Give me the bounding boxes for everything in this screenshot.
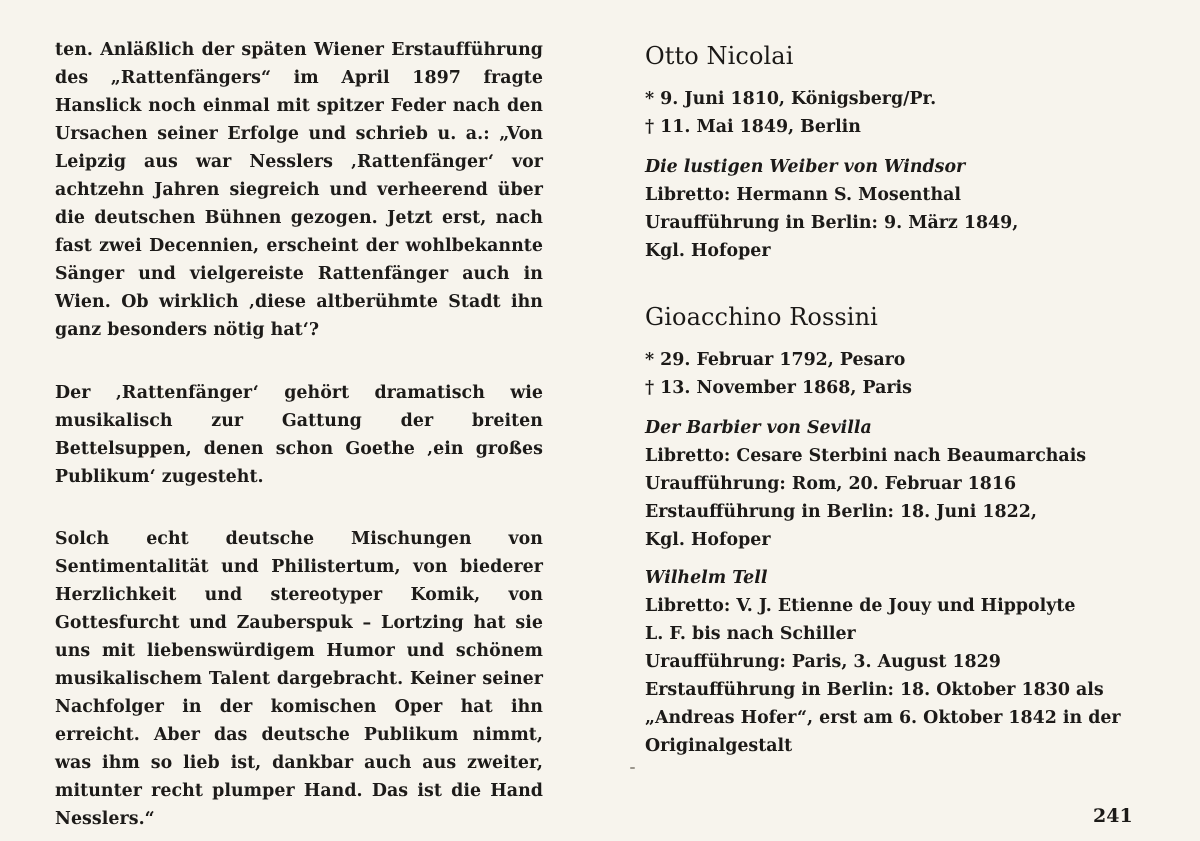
work-detail-line: Uraufführung in Berlin: 9. März 1849,: [645, 213, 1019, 233]
composer-name-nicolai: Otto Nicolai: [645, 42, 794, 70]
composer-name-rossini: Gioacchino Rossini: [645, 303, 878, 331]
work-detail-line: Kgl. Hofoper: [645, 241, 771, 261]
work-detail-line: Erstaufführung in Berlin: 18. Juni 1822,: [645, 502, 1037, 522]
work-title: Die lustigen Weiber von Windsor: [645, 157, 966, 177]
composer-vitals-nicolai: [645, 85, 1145, 141]
work-detail-line: Uraufführung: Paris, 3. August 1829: [645, 652, 1001, 672]
left-text-column: [55, 36, 543, 833]
work-detail-line: Originalgestalt: [645, 736, 793, 756]
paragraph-lortzing: Solch echt deutsche Mischungen von Sentimentalität und Philistertum, von biederer Herzlichkeit und stereotyper Komik, von Gottesfurcht und Zauberspuk – Lortzing hat sie uns mit liebenswürdigem Humor und schönem musikalischem Talent dargebracht. Keiner seiner Nachfolger in der komischen Oper hat ihn erreicht. Aber das deutsche Publikum nimmt, was ihm so lieb ist, dankbar auch aus zweiter, mitunter recht plumper Hand. Das ist die Hand Nesslers.“: [55, 529, 543, 829]
work-title: Wilhelm Tell: [645, 568, 768, 588]
paragraph-hanslick-quote: ten. Anläßlich der späten Wiener Erstaufführung des „Rattenfängers“ im April 1897 fragte Hanslick noch einmal mit spitzer Feder nach den Ursachen seiner Erfolge und schrieb u. a.: „Von Leipzig aus war Nesslers ‚Rattenfänger‘ vor achtzehn Jahren siegreich und verheerend über die deutschen Bühnen gezogen. Jetzt erst, nach fast zwei Decennien, erscheint der wohlbekannte Sänger und vielgereiste Rattenfänger auch in Wien. Ob wirklich ‚diese altberühmte Stadt ihn ganz besonders nötig hat‘?: [55, 40, 543, 340]
work-detail-line: Libretto: V. J. Etienne de Jouy und Hippolyte: [645, 596, 1076, 616]
death-line: † 13. November 1868, Paris: [645, 378, 912, 398]
work-entry-lustigen-weiber: [645, 153, 1145, 265]
death-line: † 11. Mai 1849, Berlin: [645, 117, 861, 137]
work-detail-line: Libretto: Hermann S. Mosenthal: [645, 185, 961, 205]
composer-vitals-rossini: [645, 346, 1145, 402]
work-detail-line: Kgl. Hofoper: [645, 530, 771, 550]
work-detail-line: Uraufführung: Rom, 20. Februar 1816: [645, 474, 1017, 494]
birth-line: * 29. Februar 1792, Pesaro: [645, 350, 906, 370]
print-speck: [630, 767, 635, 769]
work-title: Der Barbier von Sevilla: [645, 418, 872, 438]
page-number: 241: [1093, 805, 1133, 827]
work-detail-line: L. F. bis nach Schiller: [645, 624, 856, 644]
work-entry-wilhelm-tell: [645, 564, 1145, 760]
work-entry-barbier: [645, 414, 1145, 554]
work-detail-line: Libretto: Cesare Sterbini nach Beaumarchais: [645, 446, 1087, 466]
paragraph-rattenfaenger: Der ‚Rattenfänger‘ gehört dramatisch wie musikalisch zur Gattung der breiten Bettelsuppen, denen schon Goethe ‚ein großes Publikum‘ zugesteht.: [55, 383, 543, 487]
right-reference-column: [645, 40, 1145, 760]
work-detail-line: „Andreas Hofer“, erst am 6. Oktober 1842 in der: [645, 708, 1121, 728]
birth-line: * 9. Juni 1810, Königsberg/Pr.: [645, 89, 937, 109]
work-detail-line: Erstaufführung in Berlin: 18. Oktober 1830 als: [645, 680, 1104, 700]
